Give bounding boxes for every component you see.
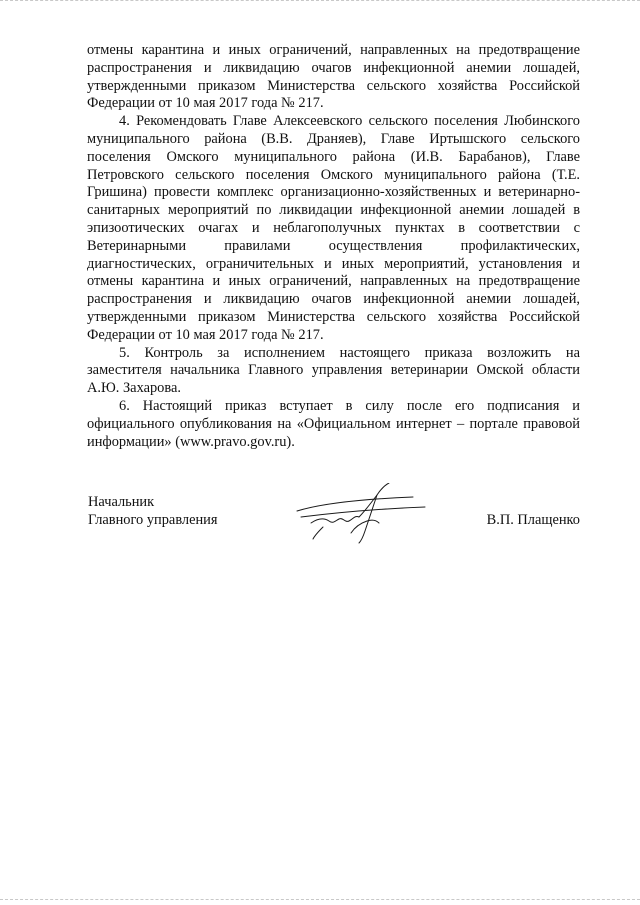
signature-block (88, 493, 580, 553)
paragraph-item-4: 4. Рекомендовать Главе Алексеевского сельского поселения Любинского муниципального района (В.В. Драняев), Главе Иртышского сельского поселения Омского муниципального района (И.В. Барабанов), Главе Петровского сельского поселения Омского муниципального района (Т.Е. Гришина) провести комплекс организационно-хозяйственных и ветеринарно-санитарных мероприятий по ликвидации инфекционной анемии лошадей в эпизоотических очагах и неблагополучных пунктах в соответствии с Ветеринарными правилами осуществления профилактических, диагностических, ограничительных и иных мероприятий, установления и отмены карантина и иных ограничений, направленных на предотвращение распространения и ликвидацию очагов инфекционной анемии лошадей, утвержденными приказом Министерства сельского хозяйства Российской Федерации от 10 мая 2017 года № 217. (87, 113, 580, 343)
position-line-2: Главного управления (88, 512, 218, 528)
paragraph-item-6: 6. Настоящий приказ вступает в силу после его подписания и официального опубликования на «Официальном интернет – портале правовой информации» (www.pravo.gov.ru). (87, 397, 580, 450)
signatory-position (88, 493, 218, 529)
paragraph-item-5: 5. Контроль за исполнением настоящего приказа возложить на заместителя начальника Главного управления ветеринарии Омской области А.Ю. Захарова. (87, 344, 580, 397)
paragraph-continuation: отмены карантина и иных ограничений, направленных на предотвращение распространения и ликвидацию очагов инфекционной анемии лошадей, утвержденными приказом Министерства сельского хозяйства Российской Федерации от 10 мая 2017 года № 217. (87, 42, 580, 112)
document-body (87, 42, 580, 451)
signatory-name: В.П. Плащенко (486, 512, 580, 528)
position-line-1: Начальник (88, 494, 155, 510)
scan-bottom-edge (0, 899, 640, 901)
scan-top-edge (0, 0, 640, 2)
handwritten-signature (293, 483, 433, 545)
